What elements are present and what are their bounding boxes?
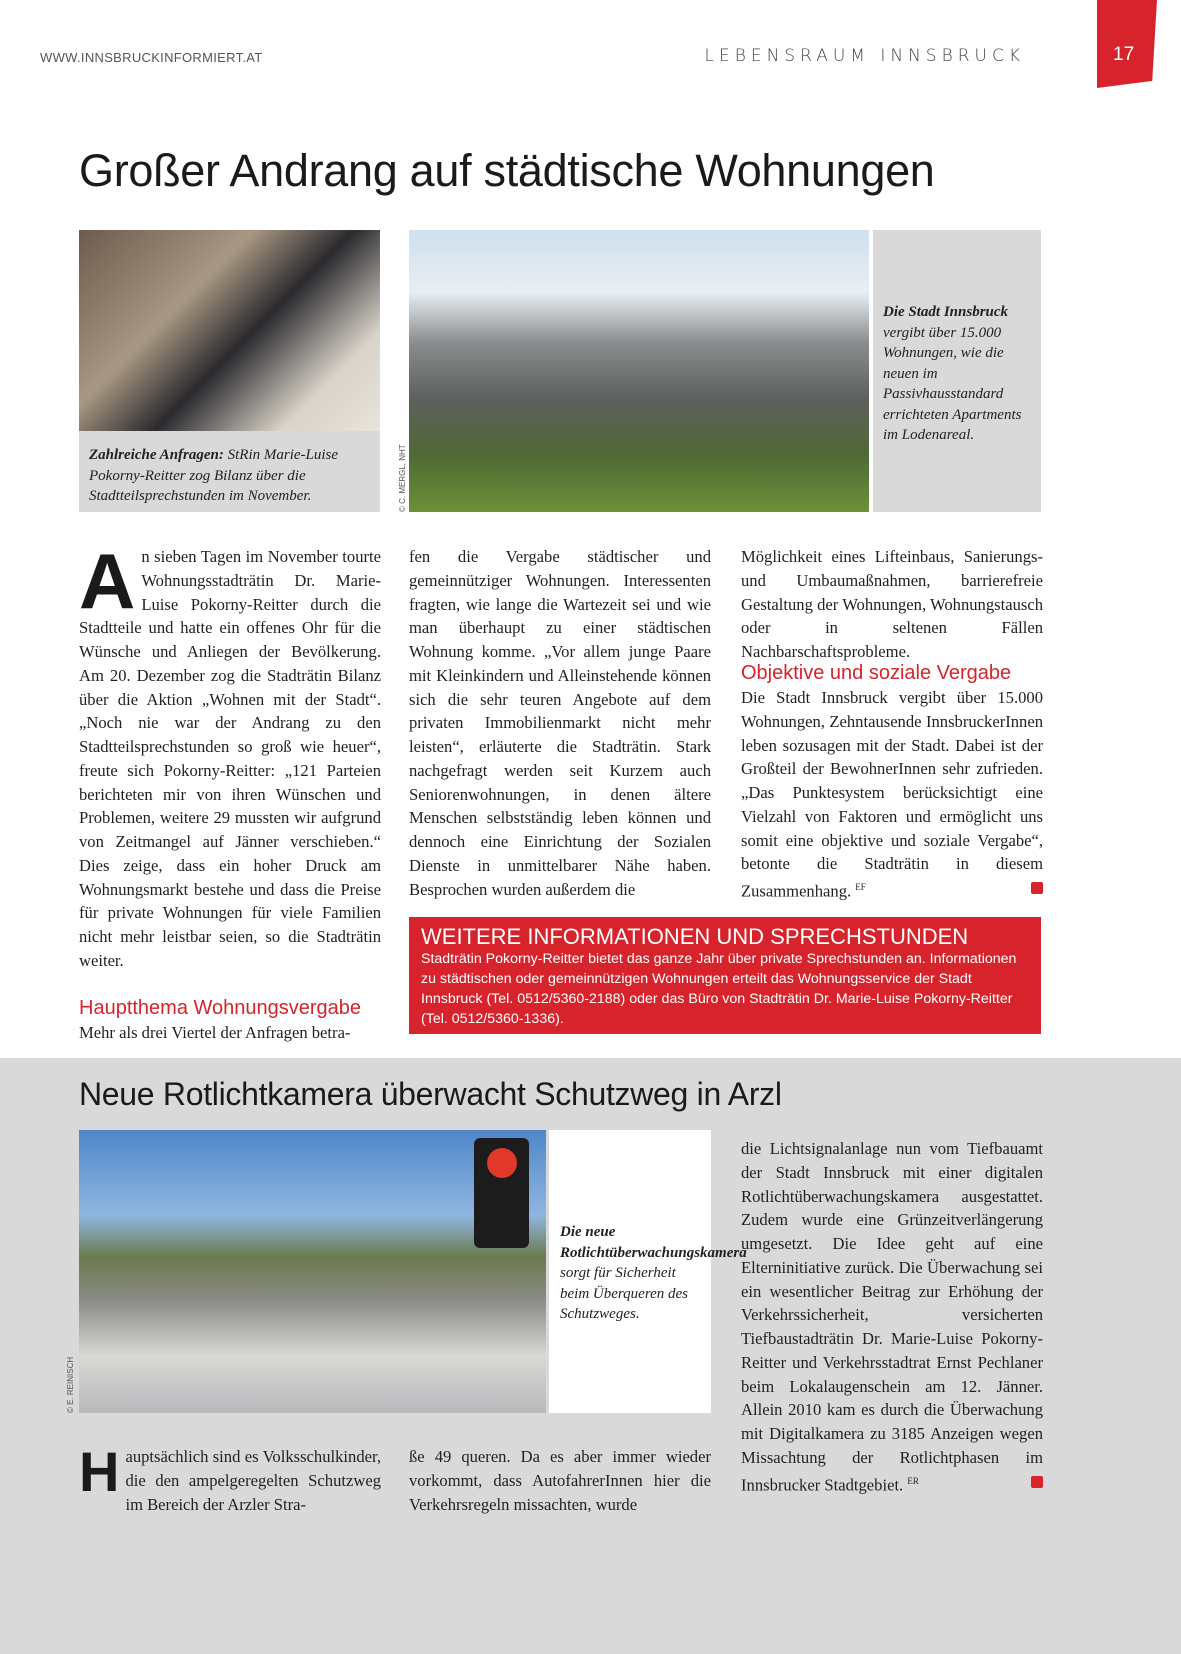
drop-cap: H bbox=[79, 1440, 120, 1503]
author-initials: ER bbox=[907, 1475, 919, 1486]
article2-column-2 bbox=[409, 1445, 711, 1516]
page-number: 17 bbox=[1113, 44, 1135, 65]
paragraph: n sieben Tagen im November tourte Wohnungsstadträtin Dr. Marie-Luise Pokorny-Reitter durch die Stadtteile und hatte ein offenes Ohr für die Wünsche und Anliegen der Bevölkerung. Am 20. Dezember zog die Stadträtin Bilanz über die Aktion „Wohnen mit der Stadt“. „Noch nie war der Andrang zu den Stadtteilsprechstunden so groß wie heuer“, freute sich Pokorny-Reitter: „121 Parteien berichteten mir von ihren Wünschen und Problemen, weitere 29 mussten wir aufgrund von Zeitmangel auf Jänner verschieben.“ Dies zeige, dass ein hoher Druck am Wohnungsmarkt bestehe und dass die Preise für private Wohnungen für viele Familien nicht mehr leistbar seien, so die Stadträtin weiter. bbox=[79, 547, 381, 970]
article2-column-1 bbox=[79, 1440, 381, 1516]
caption-bold: Die neue Rotlichtüberwachungskamera bbox=[560, 1224, 747, 1261]
paragraph-text: Die Stadt Innsbruck vergibt über 15.000 Wohnungen, Zehntausende InnsbruckerInnen leben sozusagen mit der Stadt. Dabei ist der Großteil der BewohnerInnen sehr zufrieden. „Das Punktesystem berücksichtigt eine Vielzahl von Faktoren und ermöglicht uns somit eine objektive und soziale Vergabe“, betonte die Stadträtin in diesem Zusammenhang. bbox=[741, 688, 1043, 901]
paragraph-continuation bbox=[741, 545, 1043, 661]
paragraph bbox=[741, 686, 1043, 903]
article-title: Neue Rotlichtkamera überwacht Schutzweg in Arzl bbox=[79, 1076, 782, 1112]
paragraph: auptsächlich sind es Volksschulkinder, die den ampelgeregelten Schutzweg im Bereich der Arzler Stra- bbox=[125, 1447, 381, 1514]
caption-text: StRin Marie-Luise Pokorny-Reitter zog Bilanz über die Stadtteilsprechstunden im November. bbox=[89, 447, 339, 504]
info-box-text: Stadträtin Pokorny-Reitter bietet das ganze Jahr über private Sprechstunden an. Informationen zu städtischen oder gemeinnützigen Wohnungen erteilt das Wohnungsservice der Stadt Innsbruck (Tel. 0512/5360-2188) oder das Büro von Stadträtin Dr. Marie-Luise Pokorny-Reitter (Tel. 0512/5360-1336). bbox=[421, 951, 1017, 1027]
photo-councillor-phone bbox=[79, 230, 380, 431]
article-column-3 bbox=[741, 545, 1043, 903]
photo-caption bbox=[549, 1130, 747, 1413]
info-box bbox=[409, 917, 1041, 1034]
photo-caption bbox=[873, 230, 1041, 512]
caption-bold: Zahlreiche Anfragen: bbox=[89, 447, 224, 463]
paragraph: Mehr als drei Viertel der Anfragen betra- bbox=[79, 1022, 351, 1042]
caption-text: sorgt für Sicherheit beim Überqueren des Schutzweges. bbox=[560, 1265, 689, 1322]
traffic-light bbox=[474, 1138, 529, 1248]
article-title: Großer Andrang auf städtische Wohnungen bbox=[79, 145, 935, 196]
photo-apartments bbox=[409, 230, 869, 512]
subheading: Hauptthema Wohnungsvergabe bbox=[79, 996, 362, 1019]
caption-bold: Die Stadt Innsbruck bbox=[883, 304, 1009, 320]
article-column-1 bbox=[79, 537, 381, 1044]
subheading: Objektive und soziale Vergabe bbox=[741, 662, 1012, 684]
drop-cap: A bbox=[79, 537, 136, 625]
photo-credit: © E. REINISCH bbox=[66, 1356, 75, 1413]
author-initials: EF bbox=[855, 882, 866, 892]
paragraph: fen die Vergabe städtischer und gemeinnütziger Wohnungen. Interessenten fragten, wie lange die Wartezeit sei und wie man überhaupt zu einer städtischen Wohnung komme. „Vor allem junge Paare mit Kleinkindern und Alleinstehende können sich die sehr teuren Angebote auf dem privaten Immobilienmarkt nicht mehr leisten“, erläuterte die Stadträtin. Stark nachgefragt werden seit Kurzem auch Seniorenwohnungen, in denen ältere Menschen selbstständig leben können und dennoch eine Einrichtung der Sozialen Dienste in unmittelbarer Nähe haben. Besprochen wurden außerdem die bbox=[409, 547, 711, 899]
article2-column-3 bbox=[741, 1137, 1043, 1497]
paragraph: ße 49 queren. Da es aber immer wieder vorkommt, dass AutofahrerInnen hier die Verkehrsregeln missachten, wurde bbox=[409, 1447, 711, 1514]
end-mark-icon bbox=[1031, 1476, 1043, 1488]
section-title: LEBENSRAUM INNSBRUCK bbox=[704, 46, 1025, 66]
end-mark-icon bbox=[1031, 882, 1043, 894]
paragraph: die Lichtsignalanlage nun vom Tiefbauamt der Stadt Innsbruck mit einer digitalen Rotlichtüberwachungskamera ausgestattet. Zudem wurde eine Grünzeitverlängerung umgesetzt. Die Idee geht auf eine Elterninitiative zurück. Die Überwachung sei ein wesentlicher Beitrag zur Erhöhung der Verkehrssicherheit, versicherten Tiefbaustadträtin Dr. Marie-Luise Pokorny-Reitter und Verkehrsstadtrat Ernst Pechlaner beim Lokalaugenschein am 12. Jänner. Allein 2010 kam es durch die Überwachung mit Digitalkamera zu 3185 Anzeigen wegen Missachtung der Rotlichtphasen im Innsbrucker Stadtgebiet. bbox=[741, 1139, 1043, 1495]
photo-credit: © C. MERGL, NHT bbox=[398, 444, 407, 512]
info-box-title: WEITERE INFORMATIONEN UND SPRECHSTUNDEN bbox=[421, 924, 969, 949]
photo-caption bbox=[79, 431, 380, 512]
article-column-2 bbox=[409, 545, 711, 905]
caption-text: vergibt über 15.000 Wohnungen, wie die neuen im Passivhausstandard errichteten Apartments im Lodenareal. bbox=[883, 324, 1022, 443]
photo-crosswalk bbox=[79, 1130, 546, 1413]
paragraph: Möglichkeit eines Lifteinbaus, Sanierungs- und Umbaumaßnahmen, barrierefreie Gestaltung der Wohnungen, Wohnungstausch oder in seltenen Fällen Nachbarschaftsprobleme. bbox=[741, 547, 1043, 661]
website-url: WWW.INNSBRUCKINFORMIERT.AT bbox=[40, 50, 263, 65]
